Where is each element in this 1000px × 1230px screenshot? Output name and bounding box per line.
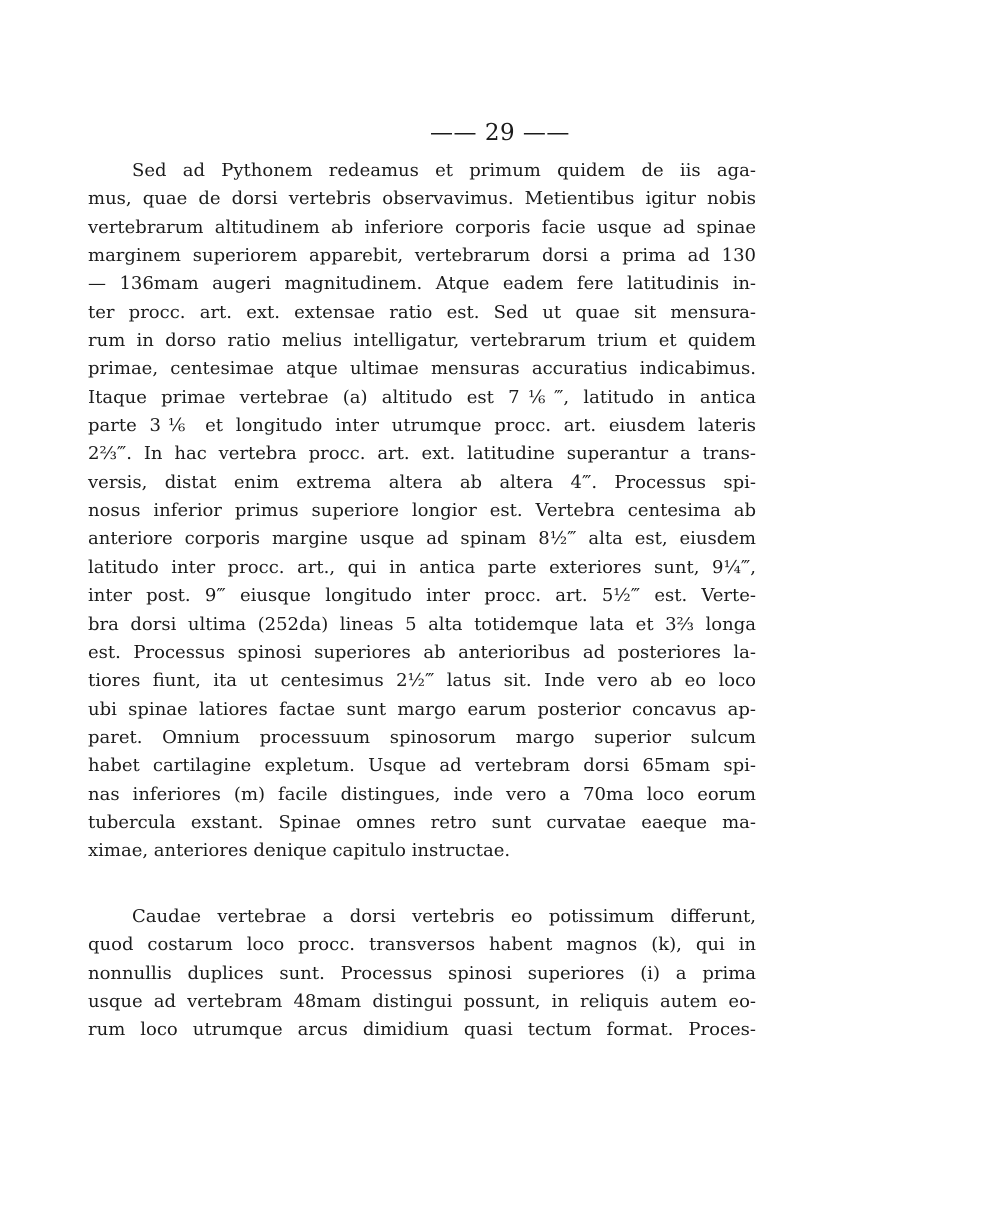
paragraph-1-line-22: habet cartilagine expletum. Usque ad vertebram dorsi 65mam spi-: [88, 755, 756, 777]
paragraph-1-line-8: primae, centesimae atque ultimae mensuras accuratius indicabimus.: [88, 358, 756, 380]
paragraph-1-line-2: mus, quae de dorsi vertebris observavimus. Metientibus igitur nobis: [88, 188, 756, 210]
paragraph-1-line-6: ter procc. art. ext. extensae ratio est. Sed ut quae sit mensura-: [88, 301, 756, 323]
paragraph-2-line-2: quod costarum loco procc. transversos habent magnos (k), qui in: [88, 934, 756, 956]
paragraph-1-line-19: tiores fiunt, ita ut centesimus 2½‴ latus sit. Inde vero ab eo loco: [88, 670, 756, 692]
paragraph-1-line-20: ubi spinae latiores factae sunt margo earum posterior concavus ap-: [88, 698, 756, 720]
paragraph-2-line-4: usque ad vertebram 48mam distingui possunt, in reliquis autem eo-: [88, 991, 756, 1013]
paragraph-1-line-11: 2⅔‴. In hac vertebra procc. art. ext. latitudine superantur a trans-: [88, 443, 756, 465]
paragraph-1-line-21: paret. Omnium processuum spinosorum margo superior sulcum: [88, 726, 756, 748]
paragraph-1-line-13: nosus inferior primus superiore longior est. Vertebra centesima ab: [88, 500, 756, 522]
paragraph-1-line-14: anteriore corporis margine usque ad spinam 8½‴ alta est, eiusdem: [88, 528, 756, 550]
paragraph-1-line-15: latitudo inter procc. art., qui in antica parte exteriores sunt, 9¼‴,: [88, 556, 756, 578]
paragraph-2-line-5: rum loco utrumque arcus dimidium quasi tectum format. Proces-: [88, 1019, 756, 1041]
paragraph-1-line-12: versis, distat enim extrema altera ab altera 4‴. Processus spi-: [88, 471, 756, 493]
page-number-header: —— 29 ——: [430, 120, 570, 146]
paragraph-2-line-1: Caudae vertebrae a dorsi vertebris eo potissimum differunt,: [132, 906, 756, 927]
paragraph-1: [88, 157, 756, 866]
paragraph-1-line-16: inter post. 9‴ eiusque longitudo inter procc. art. 5½‴ est. Verte-: [88, 585, 756, 607]
paragraph-2: [88, 903, 756, 1045]
paragraph-1-line-3: vertebrarum altitudinem ab inferiore corporis facie usque ad spinae: [88, 216, 756, 238]
paragraph-1-line-25: ximae, anteriores denique capitulo instructae.: [88, 840, 511, 862]
paragraph-1-line-23: nas inferiores (m) facile distingues, inde vero a 70ma loco eorum: [88, 783, 756, 805]
paragraph-1-line-10: parte 3⅙ et longitudo inter utrumque procc. art. eiusdem lateris: [88, 415, 756, 437]
paragraph-1-line-4: marginem superiorem apparebit, vertebrarum dorsi a prima ad 130: [88, 245, 756, 267]
paragraph-1-line-5: — 136mam augeri magnitudinem. Atque eadem fere latitudinis in-: [88, 273, 756, 295]
paragraph-1-line-9: Itaque primae vertebrae (a) altitudo est 7⅙‴, latitudo in antica: [88, 386, 756, 408]
paragraph-1-line-18: est. Processus spinosi superiores ab anterioribus ad posteriores la-: [88, 641, 756, 663]
paragraph-1-line-24: tubercula exstant. Spinae omnes retro sunt curvatae eaeque ma-: [88, 811, 756, 833]
paragraph-1-line-7: rum in dorso ratio melius intelligatur, vertebrarum trium et quidem: [88, 330, 756, 352]
paragraph-1-line-1: Sed ad Pythonem redeamus et primum quidem de iis aga-: [132, 160, 756, 181]
paragraph-2-line-3: nonnullis duplices sunt. Processus spinosi superiores (i) a prima: [88, 962, 756, 984]
paragraph-1-line-17: bra dorsi ultima (252da) lineas 5 alta totidemque lata et 3⅔ longa: [88, 613, 756, 635]
